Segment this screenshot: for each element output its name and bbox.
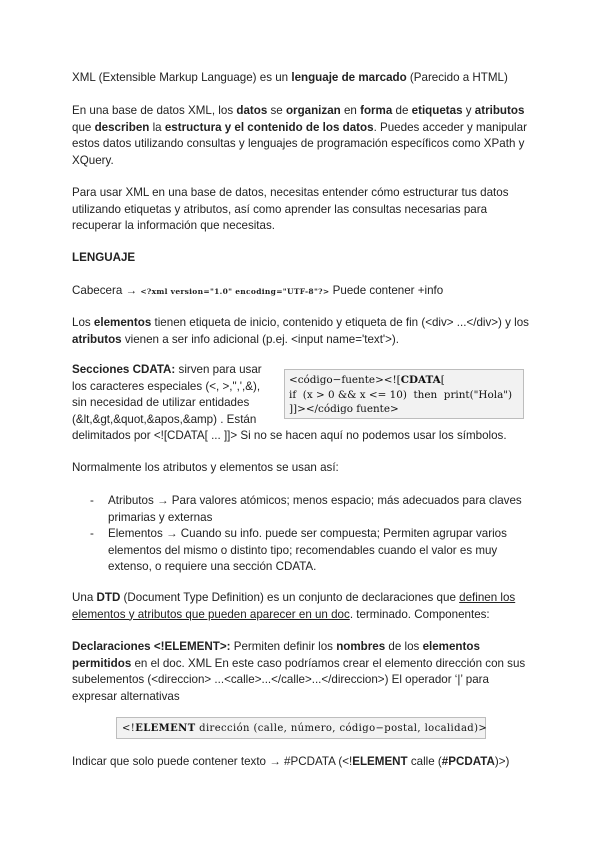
text-run: (Document Type Definition) es un conjunto de declaraciones que bbox=[120, 591, 460, 604]
code-text: dirección (calle, número, código−postal, localidad)> bbox=[195, 723, 488, 734]
intro-text-end: (Parecido a HTML) bbox=[406, 71, 508, 84]
code-bold: ELEMENT bbox=[135, 723, 196, 734]
bold-run: Declaraciones <!ELEMENT>: bbox=[72, 640, 231, 653]
code-line bbox=[289, 373, 523, 388]
code-text: <código−fuente><![ bbox=[289, 374, 401, 386]
bold-run: atributos bbox=[72, 332, 122, 346]
list-item bbox=[72, 493, 532, 526]
bold-run: nombres bbox=[336, 640, 386, 653]
text-run: Permiten definir los bbox=[230, 640, 337, 653]
text-run: y bbox=[462, 104, 475, 117]
text-run: . terminado. Componentes: bbox=[349, 607, 490, 621]
declaraciones-paragraph bbox=[72, 639, 532, 705]
cabecera-note: Puede contener +info bbox=[329, 284, 444, 297]
bold-run: estructura y el contenido de los datos bbox=[164, 120, 374, 134]
xml-database-paragraph bbox=[72, 103, 532, 169]
cabecera-line bbox=[72, 283, 532, 301]
bold-run: DTD bbox=[96, 591, 121, 604]
usage-list bbox=[72, 493, 532, 576]
text-run: . Puedes acceder y manipular estos datos utilizando consultas y lenguajes de programación específicos como XPath y XQuery. bbox=[72, 120, 527, 167]
cdata-line-3: sin necesidad de utilizar entidades bbox=[72, 396, 250, 409]
intro-bold: lenguaje de marcado bbox=[291, 71, 407, 84]
underlined-run: definen los elementos y atributos que pueden aparecer en un doc bbox=[72, 591, 516, 621]
cdata-line-4: (&lt,&gt,&quot,&apos,&amp) . Están bbox=[72, 412, 257, 426]
text-run: Los bbox=[72, 316, 94, 329]
bold-run: ELEMENT bbox=[352, 755, 408, 768]
dtd-paragraph bbox=[72, 590, 532, 623]
code-line: if (x > 0 && x <= 10) then print("Hola") bbox=[289, 388, 513, 401]
bold-run: #PCDATA bbox=[441, 755, 495, 768]
pcdata-paragraph bbox=[72, 754, 532, 771]
text-run: sirven para usar bbox=[175, 363, 262, 376]
code-line: ]]></código fuente> bbox=[289, 403, 399, 415]
text-run: calle ( bbox=[407, 755, 442, 768]
cdata-bold: Secciones CDATA: bbox=[72, 363, 176, 376]
bold-run: atributos bbox=[474, 104, 525, 117]
code-text: <! bbox=[122, 723, 136, 734]
text-run: de los bbox=[385, 640, 423, 653]
list-item-text: Elementos → Cuando su info. puede ser compuesta; Permiten agrupar varios elementos del mismo o distinto tipo; recomendables cuando el valor es muy extenso, o requiere una sección CDATA. bbox=[108, 527, 507, 573]
cabecera-label: Cabecera → bbox=[72, 284, 141, 297]
text-run: )>) bbox=[494, 755, 510, 768]
list-dash: - bbox=[90, 527, 94, 540]
bold-run: organizan bbox=[285, 104, 341, 117]
text-run: Indicar que solo puede contener texto → #PCDATA (<! bbox=[72, 755, 353, 768]
bold-run: datos bbox=[236, 104, 268, 117]
bold-run: elementos bbox=[93, 316, 152, 329]
list-item bbox=[72, 526, 532, 576]
section-heading-lenguaje: LENGUAJE bbox=[72, 251, 136, 264]
intro-text: XML (Extensible Markup Language) es un bbox=[72, 71, 292, 84]
code-bold: CDATA bbox=[400, 374, 441, 386]
bold-run: elementos permitidos bbox=[72, 640, 480, 670]
list-dash: - bbox=[90, 494, 94, 507]
text-run: que bbox=[72, 120, 95, 134]
text-run: en el doc. XML En este caso podríamos crear el elemento dirección con sus subelementos (<direccion> ...<calle>...</calle>...</direccion>) El operador ‘|’ para expresar alternativas bbox=[72, 656, 526, 703]
usage-paragraph: Para usar XML en una base de datos, necesitas entender cómo estructurar tus datos utilizando etiquetas y atributos, así como aprender las consultas necesarias para recuperar la información que necesitas. bbox=[72, 186, 509, 232]
text-run: la bbox=[149, 120, 165, 134]
text-run: se bbox=[267, 104, 286, 117]
list-item-text: Atributos → Para valores atómicos; menos espacio; más adecuados para claves primarias y externas bbox=[108, 494, 522, 524]
cdata-line-5: delimitados por <![CDATA[ ... ]]> Si no se hacen aquí no podemos usar los símbolos. bbox=[72, 429, 507, 442]
cdata-code-example bbox=[284, 369, 524, 419]
text-run: En una base de datos XML, los bbox=[72, 104, 237, 117]
text-run: Una bbox=[72, 591, 97, 604]
bold-run: describen bbox=[94, 120, 150, 134]
normalmente-paragraph: Normalmente los atributos y elementos se usan así: bbox=[72, 461, 339, 474]
bold-run: forma bbox=[360, 104, 393, 117]
elementos-paragraph bbox=[72, 315, 532, 348]
text-run: vienen a ser info adicional (p.ej. <input name='text'>). bbox=[121, 332, 399, 346]
code-text: [ bbox=[440, 374, 445, 386]
code-line bbox=[122, 722, 488, 736]
text-run: en bbox=[340, 104, 361, 117]
text-run: tienen etiqueta de inicio, contenido y etiqueta de fin (<div> ...</div>) y los bbox=[151, 316, 529, 329]
xml-declaration-code: <?xml version="1.0" encoding="UTF-8"?> bbox=[140, 287, 330, 296]
cdata-line-2: los caracteres especiales (<, >,",',&), bbox=[72, 379, 261, 393]
element-declaration-code bbox=[116, 717, 486, 739]
intro-paragraph bbox=[72, 70, 532, 87]
text-run: de bbox=[392, 104, 412, 117]
bold-run: etiquetas bbox=[411, 104, 463, 117]
